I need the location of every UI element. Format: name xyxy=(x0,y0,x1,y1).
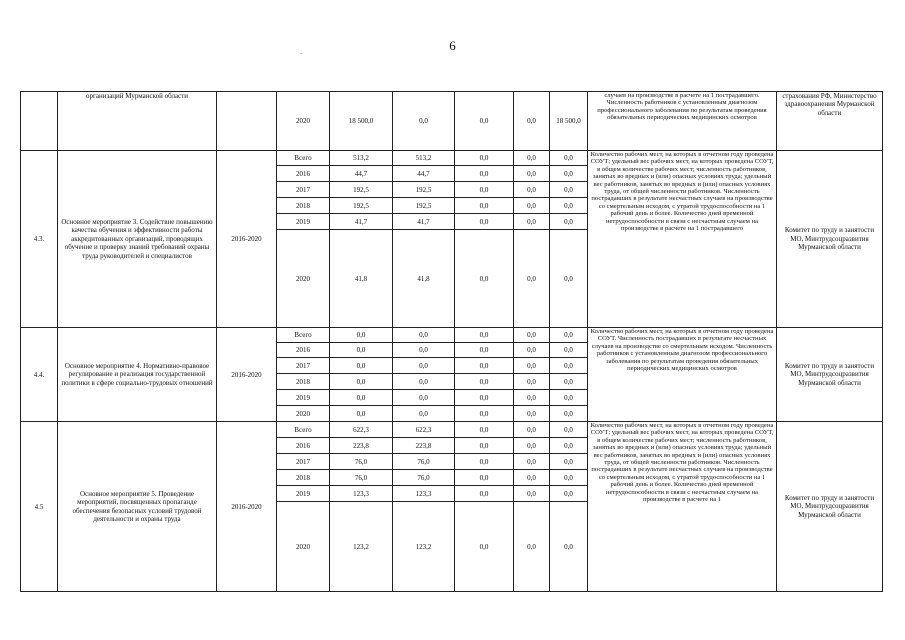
value-other: 0,0 xyxy=(550,454,588,470)
value-total: 76,0 xyxy=(330,454,393,470)
value-federal: 0,0 xyxy=(455,422,514,438)
value-total: 41,7 xyxy=(330,214,393,230)
value-total: 192,5 xyxy=(330,182,393,198)
value-regional: 622,3 xyxy=(393,422,455,438)
value-regional: 513,2 xyxy=(393,151,455,166)
value-other: 0,0 xyxy=(550,390,588,406)
value-federal: 0,0 xyxy=(455,328,514,343)
value-total: 76,0 xyxy=(330,470,393,486)
value-total: 622,3 xyxy=(330,422,393,438)
value-regional: 0,0 xyxy=(393,358,455,374)
year-cell: Всего xyxy=(277,328,330,343)
value-other: 0,0 xyxy=(550,198,588,214)
section-number: 4.5 xyxy=(21,422,58,592)
value-other: 0,0 xyxy=(550,406,588,422)
section-number: 4.3. xyxy=(21,151,58,328)
value-federal: 0,0 xyxy=(455,230,514,328)
value-other: 0,0 xyxy=(550,343,588,358)
value-regional: 0,0 xyxy=(393,92,455,151)
year-cell: 2018 xyxy=(277,374,330,390)
value-regional: 123,3 xyxy=(393,486,455,502)
value-other: 0,0 xyxy=(550,374,588,390)
value-total: 0,0 xyxy=(330,406,393,422)
year-cell: Всего xyxy=(277,422,330,438)
value-other: 0,0 xyxy=(550,486,588,502)
value-regional: 44,7 xyxy=(393,166,455,182)
value-other: 18 500,0 xyxy=(550,92,588,151)
year-cell: 2020 xyxy=(277,230,330,328)
table-row xyxy=(21,151,883,166)
year-cell: 2017 xyxy=(277,358,330,374)
value-federal: 0,0 xyxy=(455,166,514,182)
period-cell xyxy=(217,92,277,151)
value-local: 0,0 xyxy=(514,358,550,374)
value-federal: 0,0 xyxy=(455,343,514,358)
value-total: 44,7 xyxy=(330,166,393,182)
value-local: 0,0 xyxy=(514,470,550,486)
value-local: 0,0 xyxy=(514,230,550,328)
year-cell: 2020 xyxy=(277,502,330,592)
executor-cell: Комитет по труду и занятости МО, Минтрудсоцразвития Мурманской области xyxy=(777,422,883,592)
page-number: 6 xyxy=(449,38,456,53)
executor-cell: Комитет по труду и занятости МО, Минтрудсоцразвития Мурманской области xyxy=(777,328,883,422)
indicator-cell: Количество рабочих мест, на которых в отчетном году проведена СОУТ; удельный вес рабочих мест, на которых проведена СОУТ, в общем количестве рабочих мест; численность работников, занятых во вредных и (или) опасных условиях труда; удельный вес работников, занятых во вредных и (или) опасных условиях труда, от общей численности работников. Численность пострадавших в результате несчастных случаев на производстве со смертельным исходом, с утратой трудоспособности на 1 рабочий день и более. Количество дней временной нетрудоспособности в связи с несчастным случаем на производстве в расчете на 1 xyxy=(588,422,777,592)
value-local: 0,0 xyxy=(514,486,550,502)
value-regional: 123,2 xyxy=(393,502,455,592)
section-number xyxy=(21,92,58,151)
indicator-cell: Количество рабочих мест, на которых в отчетном году проведена СОУТ. Численность пострадавших в результате несчастных случаев на производстве со смертельным исходом. Численность работников с установленным диагнозом профессионального заболевания по результатам проведения обязательных периодических медицинских осмотров xyxy=(588,328,777,422)
value-federal: 0,0 xyxy=(455,182,514,198)
table-row xyxy=(21,92,883,151)
value-local: 0,0 xyxy=(514,438,550,454)
year-cell: 2017 xyxy=(277,454,330,470)
value-other: 0,0 xyxy=(550,166,588,182)
value-total: 0,0 xyxy=(330,374,393,390)
value-other: 0,0 xyxy=(550,502,588,592)
value-regional: 192,5 xyxy=(393,182,455,198)
value-local: 0,0 xyxy=(514,214,550,230)
value-federal: 0,0 xyxy=(455,198,514,214)
period-cell: 2016-2020 xyxy=(217,151,277,328)
executor-cell: Комитет по труду и занятости МО, Минтрудсоцразвития Мурманской области xyxy=(777,151,883,328)
value-other: 0,0 xyxy=(550,328,588,343)
value-total: 192,5 xyxy=(330,198,393,214)
activity-name: Основное мероприятие 5. Проведение мероприятий, посвященных пропаганде обеспечения безопасных условий трудовой деятельности и охраны труда xyxy=(58,422,217,592)
value-total: 123,3 xyxy=(330,486,393,502)
value-regional: 0,0 xyxy=(393,328,455,343)
value-local: 0,0 xyxy=(514,422,550,438)
value-total: 223,8 xyxy=(330,438,393,454)
value-local: 0,0 xyxy=(514,182,550,198)
value-regional: 41,8 xyxy=(393,230,455,328)
value-other: 0,0 xyxy=(550,358,588,374)
value-total: 0,0 xyxy=(330,343,393,358)
value-regional: 0,0 xyxy=(393,343,455,358)
executor-cell: страхования РФ, Министерство здравоохранения Мурманской области xyxy=(777,92,883,151)
value-local: 0,0 xyxy=(514,151,550,166)
value-other: 0,0 xyxy=(550,438,588,454)
period-cell: 2016-2020 xyxy=(217,422,277,592)
year-cell: 2020 xyxy=(277,406,330,422)
value-local: 0,0 xyxy=(514,454,550,470)
activity-name: Основное мероприятие 3. Содействие повышению качества обучения и эффективности работы аккредитованных организаций, проводящих обучение и проверку знаний требований охраны труда руководителей и специалистов xyxy=(58,151,217,328)
year-cell: 2019 xyxy=(277,486,330,502)
value-total: 0,0 xyxy=(330,328,393,343)
activity-name: Основное мероприятие 4. Нормативно-правовое регулирование и реализация государственной политики в сфере социально-трудовых отношений xyxy=(58,328,217,422)
value-total: 41,8 xyxy=(330,230,393,328)
value-regional: 192,5 xyxy=(393,198,455,214)
program-table xyxy=(20,91,883,592)
value-local: 0,0 xyxy=(514,198,550,214)
value-total: 0,0 xyxy=(330,390,393,406)
value-local: 0,0 xyxy=(514,502,550,592)
indicator-cell: случаев на производстве в расчете на 1 пострадавшего. Численность работников с установленным диагнозом профессионального заболевания по результатам проведения обязательных периодических медицинских осмотров xyxy=(588,92,777,151)
value-federal: 0,0 xyxy=(455,151,514,166)
year-cell: Всего xyxy=(277,151,330,166)
value-total: 513,2 xyxy=(330,151,393,166)
value-regional: 223,8 xyxy=(393,438,455,454)
value-other: 0,0 xyxy=(550,230,588,328)
value-federal: 0,0 xyxy=(455,358,514,374)
indicator-cell: Количество рабочих мест, на которых в отчетном году проведена СОУТ; удельный вес рабочих мест, на которых проведена СОУТ, в общем количестве рабочих мест; численность работников, занятых во вредных и (или) опасных условиях труда; удельный вес работников, занятых во вредных и (или) опасных условиях труда, от общей численности работников. Численность пострадавших в результате несчастных случаев на производстве со смертельным исходом, с утратой трудоспособности на 1 рабочий день и более. Количество дней временной нетрудоспособности в связи с несчастным случаем на производстве в расчете на 1 пострадавшего xyxy=(588,151,777,328)
value-local: 0,0 xyxy=(514,390,550,406)
year-cell: 2016 xyxy=(277,438,330,454)
value-other: 0,0 xyxy=(550,151,588,166)
table-row xyxy=(21,422,883,438)
year-cell: 2019 xyxy=(277,214,330,230)
value-regional: 76,0 xyxy=(393,470,455,486)
value-local: 0,0 xyxy=(514,166,550,182)
value-local: 0,0 xyxy=(514,328,550,343)
value-local: 0,0 xyxy=(514,343,550,358)
value-regional: 0,0 xyxy=(393,374,455,390)
value-federal: 0,0 xyxy=(455,470,514,486)
value-regional: 76,0 xyxy=(393,454,455,470)
scan-mark: . xyxy=(300,46,303,56)
activity-name: организаций Мурманской области xyxy=(58,92,217,151)
value-total: 123,2 xyxy=(330,502,393,592)
value-regional: 0,0 xyxy=(393,390,455,406)
value-local: 0,0 xyxy=(514,374,550,390)
year-cell: 2016 xyxy=(277,343,330,358)
value-regional: 41,7 xyxy=(393,214,455,230)
value-other: 0,0 xyxy=(550,214,588,230)
section-number: 4.4. xyxy=(21,328,58,422)
table-row xyxy=(21,328,883,343)
value-federal: 0,0 xyxy=(455,214,514,230)
year-cell: 2018 xyxy=(277,198,330,214)
value-federal: 0,0 xyxy=(455,502,514,592)
value-federal: 0,0 xyxy=(455,438,514,454)
value-federal: 0,0 xyxy=(455,92,514,151)
value-federal: 0,0 xyxy=(455,454,514,470)
value-regional: 0,0 xyxy=(393,406,455,422)
value-federal: 0,0 xyxy=(455,486,514,502)
year-cell: 2020 xyxy=(277,92,330,151)
period-cell: 2016-2020 xyxy=(217,328,277,422)
value-total: 18 500,0 xyxy=(330,92,393,151)
value-local: 0,0 xyxy=(514,92,550,151)
year-cell: 2016 xyxy=(277,166,330,182)
year-cell: 2017 xyxy=(277,182,330,198)
value-total: 0,0 xyxy=(330,358,393,374)
value-local: 0,0 xyxy=(514,406,550,422)
value-other: 0,0 xyxy=(550,470,588,486)
value-federal: 0,0 xyxy=(455,406,514,422)
value-other: 0,0 xyxy=(550,422,588,438)
value-federal: 0,0 xyxy=(455,390,514,406)
year-cell: 2018 xyxy=(277,470,330,486)
year-cell: 2019 xyxy=(277,390,330,406)
value-other: 0,0 xyxy=(550,182,588,198)
value-federal: 0,0 xyxy=(455,374,514,390)
